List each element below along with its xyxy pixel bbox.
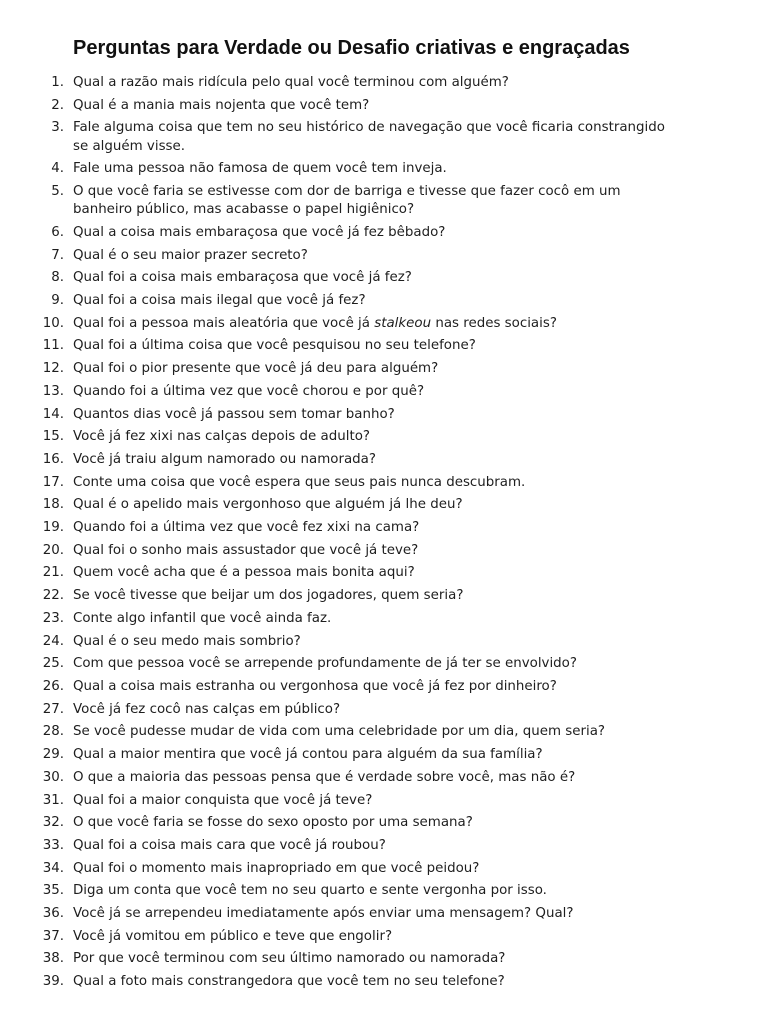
question-text: Qual foi a última coisa que você pesquisou no seu telefone? — [73, 338, 476, 354]
question-number: 27. — [42, 701, 64, 717]
question-item — [0, 678, 700, 696]
question-text: Qual foi o momento mais inapropriado em que você peidou? — [73, 860, 480, 876]
question-text: Quando foi a última vez que você chorou e por quê? — [73, 383, 425, 399]
question-number: 21. — [42, 565, 64, 581]
question-text: Você já se arrependeu imediatamente após enviar uma mensagem? Qual? — [73, 906, 574, 922]
question-number: 18. — [42, 497, 64, 513]
question-text: Qual a coisa mais embaraçosa que você já fez bêbado? — [73, 224, 446, 240]
question-number: 17. — [42, 474, 64, 490]
question-number: 38. — [42, 951, 64, 967]
question-text — [73, 315, 673, 333]
question-text-before: Qual foi a pessoa mais aleatória que você já — [73, 315, 375, 331]
question-number: 36. — [42, 906, 64, 922]
question-text: Fale uma pessoa não famosa de quem você tem inveja. — [73, 161, 447, 177]
question-number: 25. — [42, 656, 64, 672]
question-number: 8. — [51, 270, 64, 286]
question-item — [0, 542, 700, 560]
question-text: O que a maioria das pessoas pensa que é verdade sobre você, mas não é? — [73, 769, 576, 785]
question-text: Qual foi a maior conquista que você já teve? — [73, 792, 373, 808]
question-item — [0, 882, 700, 900]
question-item — [0, 97, 700, 115]
question-text: Qual foi o pior presente que você já deu para alguém? — [73, 361, 439, 377]
question-item — [0, 383, 700, 401]
question-text: O que você faria se estivesse com dor de barriga e tivesse que fazer cocô em um banheiro público, mas acabasse o papel higiênico? — [73, 184, 621, 218]
question-item — [0, 519, 700, 537]
question-text: Qual a foto mais constrangedora que você tem no seu telefone? — [73, 974, 505, 990]
question-text: Qual foi a coisa mais embaraçosa que você já fez? — [73, 270, 412, 286]
question-number: 26. — [42, 678, 64, 694]
question-text: Qual foi o sonho mais assustador que você já teve? — [73, 542, 419, 558]
question-number: 32. — [42, 815, 64, 831]
question-text: Por que você terminou com seu último namorado ou namorada? — [73, 951, 506, 967]
question-number: 1. — [51, 75, 64, 90]
question-item — [0, 474, 700, 492]
question-item — [0, 119, 700, 155]
question-text: Você já fez xixi nas calças depois de adulto? — [73, 429, 370, 445]
question-number: 22. — [42, 588, 64, 604]
question-item — [0, 928, 700, 946]
question-number: 30. — [42, 769, 64, 785]
question-number: 10. — [42, 315, 64, 331]
question-text: Conte uma coisa que você espera que seus pais nunca descubram. — [73, 474, 526, 490]
question-item — [0, 633, 700, 651]
question-item — [0, 905, 700, 923]
question-item — [0, 950, 700, 968]
question-item — [0, 587, 700, 605]
question-text: Quando foi a última vez que você fez xixi na cama? — [73, 520, 420, 536]
question-text: Qual foi a coisa mais ilegal que você já fez? — [73, 293, 366, 309]
question-number: 15. — [42, 429, 64, 445]
question-text: Você já fez cocô nas calças em público? — [73, 701, 341, 717]
questions-list — [0, 74, 700, 996]
question-number: 29. — [42, 747, 64, 763]
question-number: 11. — [42, 338, 64, 354]
question-text: Qual é o seu maior prazer secreto? — [73, 247, 308, 263]
question-text: Quem você acha que é a pessoa mais bonita aqui? — [73, 565, 415, 581]
question-text: Se você pudesse mudar de vida com uma celebridade por um dia, quem seria? — [73, 724, 606, 740]
question-number: 35. — [42, 883, 64, 899]
question-item — [0, 451, 700, 469]
question-text: Qual foi a coisa mais cara que você já roubou? — [73, 837, 386, 853]
question-item — [0, 315, 700, 333]
question-number: 3. — [51, 120, 64, 136]
question-item — [0, 269, 700, 287]
question-number: 16. — [42, 451, 64, 467]
question-item — [0, 224, 700, 242]
question-item — [0, 860, 700, 878]
question-text: Qual é o seu medo mais sombrio? — [73, 633, 301, 649]
question-item — [0, 292, 700, 310]
question-number: 31. — [42, 792, 64, 808]
question-text: Qual a razão mais ridícula pelo qual você terminou com alguém? — [73, 75, 509, 90]
question-number: 33. — [42, 837, 64, 853]
question-item — [0, 74, 700, 92]
question-number: 24. — [42, 633, 64, 649]
question-text: Qual é a mania mais nojenta que você tem? — [73, 97, 370, 113]
question-text: Diga um conta que você tem no seu quarto e sente vergonha por isso. — [73, 883, 547, 899]
question-item — [0, 406, 700, 424]
question-item — [0, 160, 700, 178]
question-number: 28. — [42, 724, 64, 740]
question-text: Você já vomitou em público e teve que engolir? — [73, 928, 393, 944]
question-item — [0, 655, 700, 673]
question-text: Qual a maior mentira que você já contou para alguém da sua família? — [73, 747, 543, 763]
question-item — [0, 837, 700, 855]
question-item — [0, 701, 700, 719]
page-title: Perguntas para Verdade ou Desafio criativas e engraçadas — [73, 37, 630, 59]
question-number: 13. — [42, 383, 64, 399]
question-text: Quantos dias você já passou sem tomar banho? — [73, 406, 395, 422]
question-item — [0, 723, 700, 741]
question-item — [0, 973, 700, 991]
question-number: 2. — [51, 97, 64, 113]
question-text-after: nas redes sociais? — [431, 315, 557, 331]
question-text: Conte algo infantil que você ainda faz. — [73, 610, 332, 626]
question-item — [0, 337, 700, 355]
question-item — [0, 183, 700, 219]
question-item — [0, 496, 700, 514]
question-number: 19. — [42, 520, 64, 536]
question-number: 14. — [42, 406, 64, 422]
question-item — [0, 360, 700, 378]
question-number: 23. — [42, 610, 64, 626]
question-item — [0, 792, 700, 810]
question-text: Com que pessoa você se arrepende profundamente de já ter se envolvido? — [73, 656, 577, 672]
question-number: 6. — [51, 224, 64, 240]
question-item — [0, 610, 700, 628]
question-text: Fale alguma coisa que tem no seu histórico de navegação que você ficaria constrangido se alguém visse. — [73, 120, 665, 154]
question-text: Qual a coisa mais estranha ou vergonhosa que você já fez por dinheiro? — [73, 678, 557, 694]
question-number: 37. — [42, 928, 64, 944]
question-number: 7. — [51, 247, 64, 263]
question-text: Você já traiu algum namorado ou namorada? — [73, 451, 376, 467]
question-number: 34. — [42, 860, 64, 876]
question-number: 4. — [51, 161, 64, 177]
question-number: 12. — [42, 361, 64, 377]
question-number: 9. — [51, 293, 64, 309]
question-number: 39. — [42, 974, 64, 990]
question-item — [0, 814, 700, 832]
question-text: Qual é o apelido mais vergonhoso que alguém já lhe deu? — [73, 497, 463, 513]
question-item — [0, 247, 700, 265]
question-text: Se você tivesse que beijar um dos jogadores, quem seria? — [73, 588, 464, 604]
question-text-italic: stalkeou — [374, 315, 432, 331]
question-number: 20. — [42, 542, 64, 558]
question-item — [0, 564, 700, 582]
question-item — [0, 746, 700, 764]
question-item — [0, 769, 700, 787]
question-item — [0, 428, 700, 446]
question-text: O que você faria se fosse do sexo oposto por uma semana? — [73, 815, 473, 831]
question-number: 5. — [51, 184, 64, 200]
